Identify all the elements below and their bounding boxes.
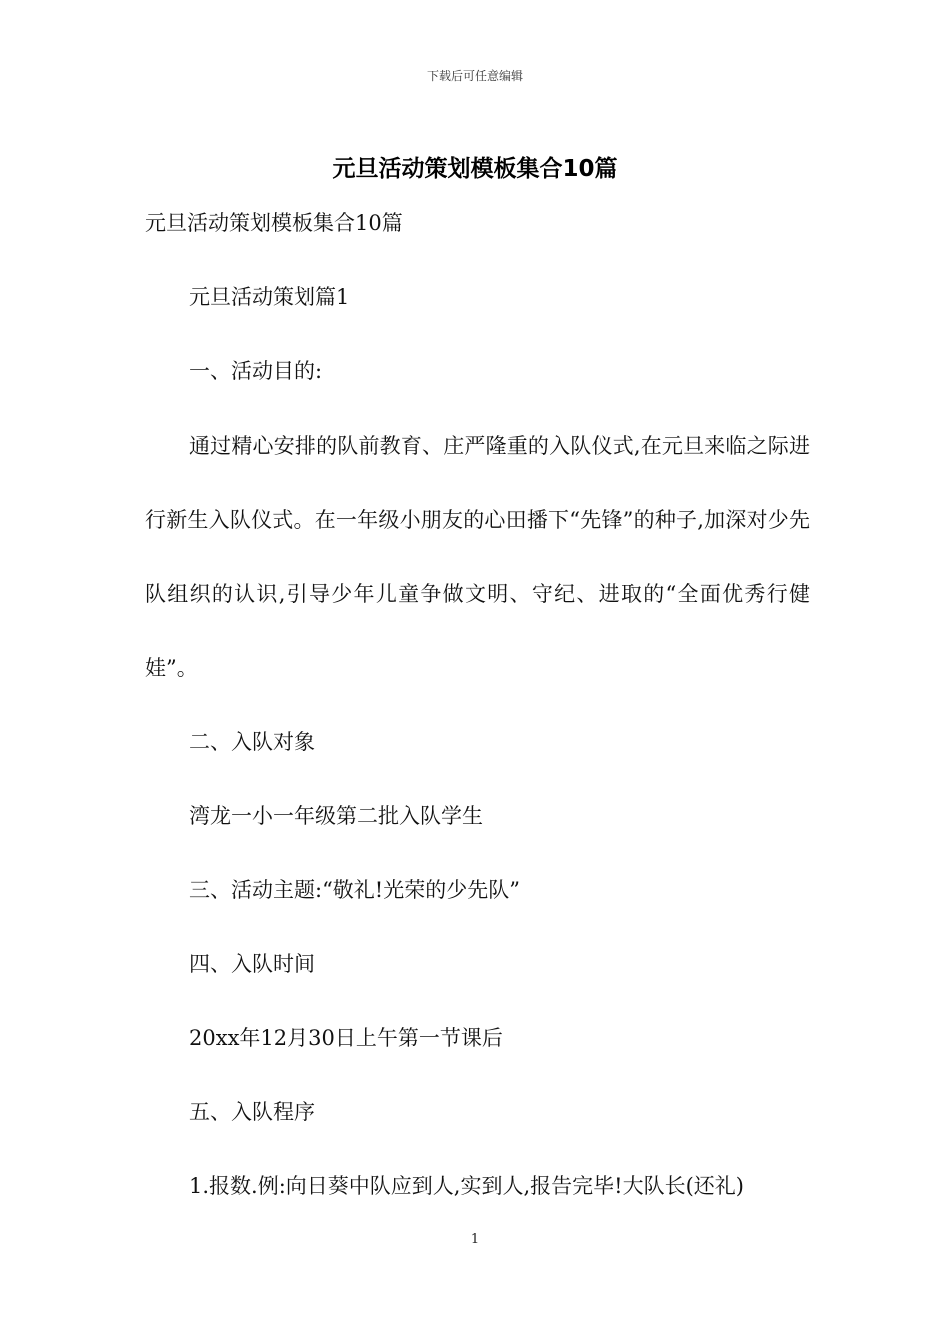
header-note: 下载后可任意编辑: [426, 69, 523, 83]
body-paragraph: 通过精心安排的队前教育、庄严隆重的入队仪式,在元旦来临之际进行新生入队仪式。在一年级小朋友的心田播下“先锋”的种子,加深对少先队组织的认识,引导少年儿童争做文明、守纪、进取的“全面优秀行健娃”。: [145, 434, 810, 680]
section-heading: 二、入队对象: [189, 730, 315, 754]
section-heading: 三、活动主题:“敬礼!光荣的少先队”: [189, 878, 520, 902]
body-paragraph: 20xx年12月30日上午第一节课后: [189, 1026, 503, 1050]
section-heading: 五、入队程序: [189, 1100, 315, 1124]
document-title: 元旦活动策划模板集合10篇: [332, 156, 618, 182]
document-subtitle: 元旦活动策划模板集合10篇: [145, 211, 403, 235]
page-number: 1: [470, 1232, 480, 1247]
body-paragraph: 1.报数.例:向日葵中队应到人,实到人,报告完毕!大队长(还礼): [189, 1174, 744, 1198]
document-body: [145, 205, 810, 1205]
section-heading: 一、活动目的:: [189, 359, 323, 383]
section-heading: 元旦活动策划篇1: [189, 285, 350, 309]
section-heading: 四、入队时间: [189, 952, 315, 976]
body-paragraph: 湾龙一小一年级第二批入队学生: [189, 804, 483, 828]
